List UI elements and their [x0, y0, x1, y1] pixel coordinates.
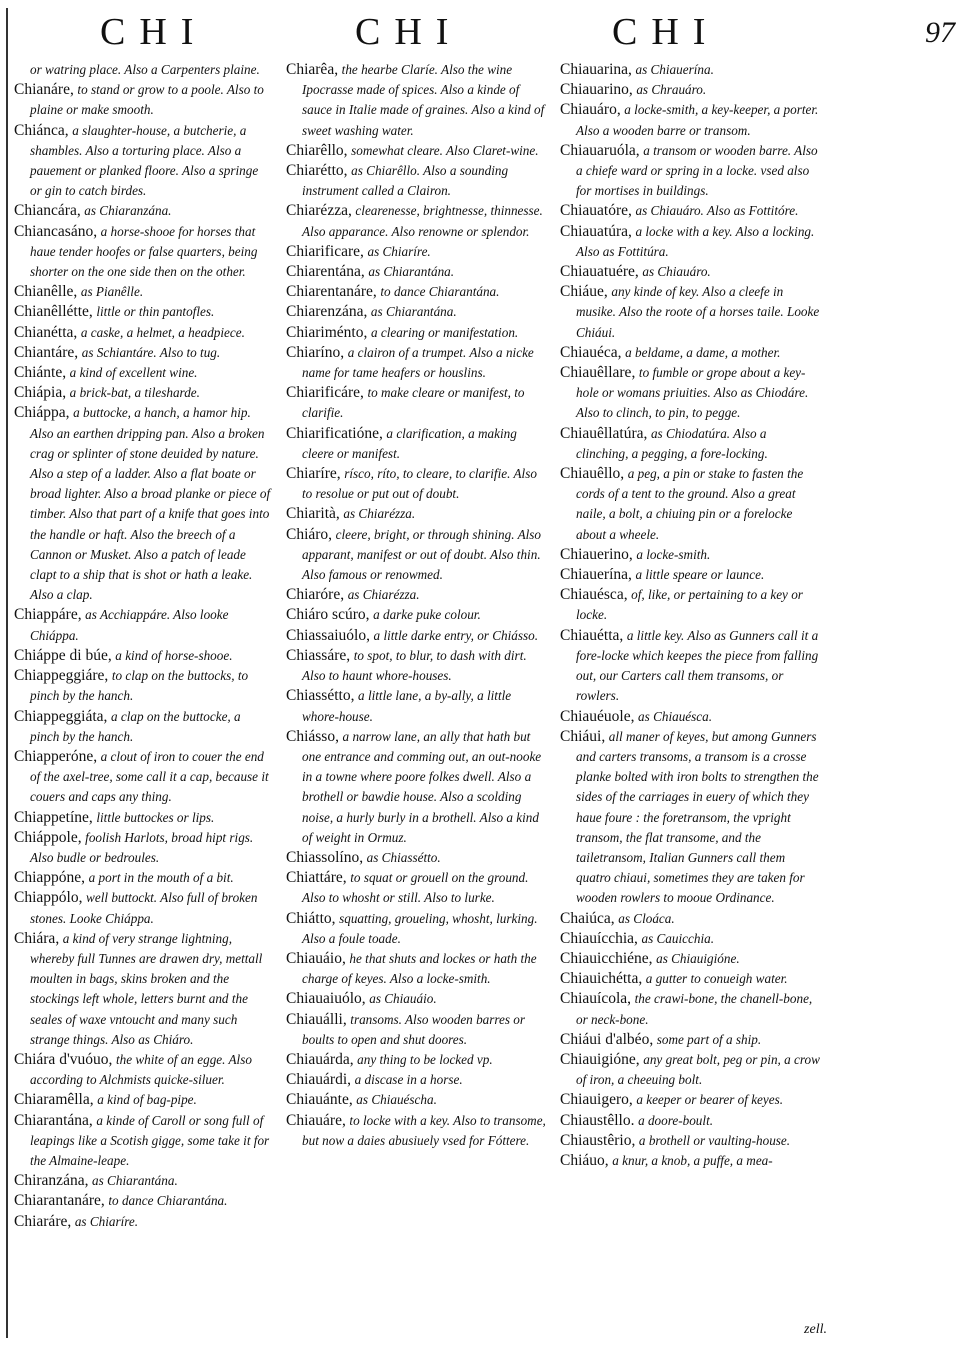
definition: a clout of iron to couer the end of the axel-tree, some call it a cap, because it couers and caps any thing. [30, 748, 269, 805]
dictionary-entry [286, 383, 548, 423]
headword: Chiarificáre, [286, 384, 364, 402]
definition: the crawi-bone, the chanell-bone, or neck-bone. [576, 991, 813, 1027]
headword: Chiranzána, [14, 1172, 89, 1190]
definition: a locke with a key. Also a locking. Also as Fottitúra. [576, 223, 815, 259]
dictionary-entry [560, 343, 820, 363]
dictionary-entry [286, 848, 548, 868]
column-2 [286, 60, 548, 1151]
dictionary-entry [286, 1070, 548, 1090]
definition: a little key. Also as Gunners call it a fore-locke which keepes the piece from falling out, our Carters call them transoms, or rowlers. [576, 627, 819, 704]
definition: a kinde of Caroll or song full of leapings like a Scotish gigge, some take it for the Almaine-leape. [30, 1112, 270, 1168]
headword: Chiarificare, [286, 242, 364, 260]
definition: some part of a ship. [656, 1031, 762, 1047]
definition: a kind of bag-pipe. [97, 1092, 197, 1108]
definition: as Chiauáro. Also as Fottitóre. [635, 203, 799, 219]
definition: transoms. Also wooden barres or boults to open and shut doores. [302, 1011, 526, 1047]
definition: as Chiarézza. [347, 587, 420, 603]
dictionary-entry [14, 1050, 272, 1090]
dictionary-entry [14, 605, 272, 645]
header-center: CHI [355, 11, 463, 53]
dictionary-entry [286, 626, 548, 646]
definition: a narrow lane, an ally that hath but one entrance and comming out, an out-nooke in a towne where poore folkes dwell. Also a brothell or bawdie house. Also a scolding noise, a hurly burly in a brothell. Also a kind of weight in Ormuz. [302, 728, 542, 845]
headword: Chiarétto, [286, 162, 348, 180]
definition: a brothell or vaulting-house. [638, 1132, 791, 1148]
headword: Chiarentána, [286, 263, 365, 281]
dictionary-entry [14, 302, 272, 322]
dictionary-entry [286, 949, 548, 989]
dictionary-entry [560, 1111, 820, 1131]
headword: Chiarantanáre, [14, 1192, 105, 1210]
dictionary-entry [560, 100, 820, 140]
dictionary-entry [286, 323, 548, 343]
column-1 [14, 60, 272, 1232]
headword: Chiarità, [286, 505, 340, 523]
dictionary-entry [14, 383, 272, 403]
definition: as Chiauéscha. [356, 1092, 437, 1108]
headword: Chiauerína, [560, 566, 632, 584]
definition: a little darke entry, or Chiásso. [373, 627, 539, 643]
headword: Chiarêa, [286, 61, 339, 78]
headword: Chiáue, [560, 283, 608, 301]
dictionary-entry [286, 1010, 548, 1050]
definition: the hearbe Claríe. Also the wine Ipocrasse made of spices. Also a kinde of sauce in Italie made of graines. Also a kind of sweet washing water. [302, 62, 545, 138]
definition: to dance Chiarantána. [108, 1193, 228, 1209]
definition: somewhat cleare. Also Claret-wine. [351, 142, 539, 158]
definition: as Chiaríre. [74, 1213, 139, 1229]
definition: a brick-bat, a tilesharde. [69, 385, 200, 401]
definition: as Chiauerína. [635, 62, 714, 77]
definition: a locke-smith. [636, 546, 711, 562]
definition: the white of an egge. Also according to Alchmists quicke-siluer. [30, 1051, 252, 1088]
dictionary-entry [286, 1111, 548, 1151]
dictionary-entry [286, 464, 548, 504]
dictionary-entry [560, 585, 820, 625]
definition: as Chiauáio. [369, 991, 437, 1007]
dictionary-entry [14, 1111, 272, 1172]
headword: Chiariménto, [286, 323, 368, 341]
definition: cleere, bright, or through shining. Also apparant, manifest or out of doubt. Also thin. Also famous or renowmed. [302, 526, 542, 583]
headword: Chiáppa, [14, 404, 70, 422]
definition: a caske, a helmet, a headpiece. [80, 324, 245, 340]
dictionary-entry [286, 727, 548, 848]
dictionary-entry [14, 868, 272, 888]
definition: or watring place. Also a Carpenters plaine. [30, 62, 260, 77]
dictionary-entry [560, 909, 820, 929]
definition: well buttockt. Also full of broken stones. Looke Chiáppa. [30, 890, 258, 926]
definition: any great bolt, peg or pin, a crow of iron, a cheeuing bolt. [576, 1051, 820, 1088]
headword: Chiauálli, [286, 1010, 347, 1028]
dictionary-entry [14, 80, 272, 120]
definition: as Chiarantána. [368, 264, 455, 280]
headword: Chiapperóne, [14, 747, 98, 765]
dictionary-entry [560, 141, 820, 202]
headword: Chiánca, [14, 121, 69, 139]
definition: as Chiodatúra. Also a clinching, a pegging, a fore-locking. [576, 425, 768, 461]
headword: Chiarenzána, [286, 303, 368, 321]
headword: Chiauigióne, [560, 1050, 640, 1068]
headword: Chiaramêlla, [14, 1091, 94, 1109]
dictionary-entry [560, 545, 820, 565]
dictionary-entry [560, 949, 820, 969]
definition: to make cleare or manifest, to clarifie. [302, 385, 525, 421]
definition: a little speare or launce. [635, 567, 765, 583]
headword: Chiarêllo, [286, 141, 348, 159]
dictionary-entry [286, 1050, 548, 1070]
definition: little buttockes or lips. [96, 809, 215, 825]
headword: Chianêllétte, [14, 303, 93, 321]
headword: Chiassáre, [286, 646, 351, 664]
headword: Chiauatúra, [560, 222, 632, 240]
headword: Chiauarina, [560, 61, 632, 78]
dictionary-entry [14, 646, 272, 666]
dictionary-entry [560, 60, 820, 80]
definition: to locke with a key. Also to transome, but now a daies abusiuely vsed for Fóttere. [302, 1112, 546, 1148]
dictionary-entry [14, 808, 272, 828]
dictionary-entry [560, 282, 820, 343]
definition: as Chiarantána. [370, 304, 457, 320]
dictionary-entry [14, 1171, 272, 1191]
definition: a kind of excellent wine. [69, 365, 198, 381]
definition: as Cloáca. [618, 910, 675, 926]
dictionary-entry [560, 363, 820, 424]
headword: Chiáuo, [560, 1151, 609, 1169]
headword: Chiappáre, [14, 606, 82, 624]
definition: as Schiantáre. Also to tug. [81, 344, 221, 360]
headword: Chiauáro, [560, 101, 621, 119]
headword: Chaiúca, [560, 909, 615, 927]
headword: Chiauarino, [560, 81, 633, 99]
headword: Chiauésca, [560, 586, 628, 604]
headword: Chiára d'vuóuo, [14, 1050, 113, 1068]
headword: Chiáppole, [14, 828, 82, 846]
dictionary-entry [286, 343, 548, 383]
definition: as Chiarézza. [343, 506, 416, 522]
dictionary-entry [560, 262, 820, 282]
definition: as Chiaríre. [367, 243, 431, 259]
column-3 [560, 60, 820, 1171]
definition: a gutter to conueigh water. [645, 971, 788, 987]
definition: a doore-boult. [638, 1112, 714, 1128]
definition: a kind of very strange lightning, whereby full Tunnes are drawen dry, mettall moulten in bags, skins broken and the stockings left whole, letters burnt and the seales of waxe vntoucht and many such strange things. Also as Chiáro. [30, 930, 263, 1047]
definition: as Chiassétto. [366, 849, 441, 865]
definition: a clap on the buttocke, a pinch by the hanch. [30, 708, 241, 744]
dictionary-entry [14, 828, 272, 868]
dictionary-entry [286, 141, 548, 161]
headword: Chiauaruóla, [560, 141, 640, 159]
headword: Chiarantána, [14, 1111, 93, 1129]
dictionary-entry [560, 201, 820, 221]
dictionary-entry [560, 464, 820, 545]
headword: Chiáro, [286, 525, 333, 543]
header-left: CHI [100, 11, 208, 53]
dictionary-entry [560, 626, 820, 707]
definition: a beldame, a dame, a mother. [625, 344, 781, 360]
definition: as Chrauáro. [636, 82, 707, 98]
definition: any thing to be locked vp. [357, 1051, 493, 1067]
headword: Chiaustêrio, [560, 1131, 636, 1149]
definition: a knur, a knob, a puffe, a mea- [612, 1152, 773, 1168]
headword: Chiauícola, [560, 990, 632, 1008]
headword: Chiánte, [14, 364, 67, 382]
headword: Chiappólo, [14, 889, 83, 907]
headword: Chiauêllare, [560, 364, 636, 382]
headword: Chiára, [14, 929, 60, 947]
headword: Chiarézza, [286, 202, 352, 220]
dictionary-entry [560, 1090, 820, 1110]
dictionary-entry [14, 1090, 272, 1110]
definition: rísco, ríto, to cleare, to clarifie. Also to resolue or put out of doubt. [302, 466, 537, 502]
definition: of, like, or pertaining to a key or locke. [576, 587, 803, 623]
headword: Chiauicchiéne, [560, 949, 653, 967]
headword: Chiauáio, [286, 949, 346, 967]
dictionary-entry [560, 565, 820, 585]
definition: to dance Chiarantána. [380, 284, 500, 300]
headword: Chiauerino, [560, 545, 633, 563]
dictionary-entry [286, 646, 548, 686]
dictionary-entry [560, 727, 820, 909]
definition: a kind of horse-shooe. [115, 647, 233, 663]
dictionary-entry [286, 585, 548, 605]
dictionary-entry [560, 1131, 820, 1151]
definition: clearenesse, brightnesse, thinnesse. Also apparance. Also renowne or splendor. [302, 203, 543, 239]
definition: a darke puke colour. [373, 607, 481, 623]
dictionary-entry [14, 1191, 272, 1211]
headword: Chiauárda, [286, 1050, 354, 1068]
dictionary-entry [560, 80, 820, 100]
headword: Chiauichétta, [560, 970, 643, 988]
definition: a discase in a horse. [354, 1072, 463, 1088]
headword: Chiauatóre, [560, 202, 632, 220]
headword: Chiaróre, [286, 586, 345, 604]
definition: as Chiarêllo. Also a sounding instrument called a Clairon. [302, 163, 509, 199]
headword: Chiauêllatúra, [560, 424, 648, 442]
definition: as Chiauáro. [642, 264, 711, 280]
headword: Chiancára, [14, 202, 81, 220]
definition: as Chiaranzána. [84, 203, 172, 219]
definition: any kinde of key. Also a cleefe in musike. Also the roote of a horses taile. Looke Chiáui. [576, 284, 820, 340]
definition: foolish Harlots, broad hipt rigs. Also budle or bedroules. [30, 829, 254, 865]
headword: Chiancasáno, [14, 222, 98, 240]
headword: Chiauéuole, [560, 707, 635, 725]
dictionary-entry [14, 707, 272, 747]
dictionary-entry [14, 343, 272, 363]
dictionary-entry [14, 1212, 272, 1232]
dictionary-entry [560, 424, 820, 464]
definition: all maner of keyes, but among Gunners and carters transoms, a transom is a crosse planke bolted with iron bolts to strengthen the sides of the carriages in euery of which they haue foure : the foretransom, the vpright transom, the flat transome, and the tailetransom, Italian Gunners call them quatro chiaui, sometimes they are taken for wooden rowlers to mooue Ordinance. [576, 728, 819, 906]
dictionary-entry [14, 666, 272, 706]
dictionary-entry [286, 302, 548, 322]
dictionary-entry [286, 504, 548, 524]
dictionary-entry [286, 989, 548, 1009]
definition: a locke-smith, a key-keeper, a porter. Also a wooden barre or transom. [576, 102, 819, 138]
definition: squatting, groueling, whosht, lurking. Also a foule toade. [302, 910, 538, 946]
headword: Chiappóne, [14, 869, 86, 887]
dictionary-entry [286, 262, 548, 282]
left-margin-rule [6, 8, 8, 1338]
dictionary-entry [14, 282, 272, 302]
header-right: CHI [612, 11, 720, 53]
headword: Chiassétto, [286, 687, 355, 705]
headword: Chiauigero, [560, 1091, 633, 1109]
definition: to stand or grow to a poole. Also to plaine or make smooth. [30, 82, 264, 118]
dictionary-entry [14, 60, 272, 80]
dictionary-entry [14, 323, 272, 343]
definition: a little lane, a by-ally, a little whore-house. [302, 688, 512, 724]
dictionary-entry [14, 747, 272, 808]
dictionary-entry [560, 969, 820, 989]
definition: as Cauicchia. [641, 930, 715, 946]
catchword: zell. [804, 1322, 827, 1337]
headword: Chiaríno, [286, 343, 345, 361]
dictionary-entry [14, 363, 272, 383]
headword: Chiantáre, [14, 343, 79, 361]
definition: a horse-shooe for horses that haue tender hoofes or false quarters, being shorter on the one side then on the other. [30, 223, 258, 280]
headword: Chiassaiuólo, [286, 626, 370, 644]
headword: Chiarificatióne, [286, 424, 383, 442]
headword: Chiassolíno, [286, 848, 364, 866]
headword: Chiásso, [286, 727, 339, 745]
headword: Chiaráre, [14, 1212, 72, 1230]
headword: Chiauêllo, [560, 465, 625, 483]
headword: Chiauárdi, [286, 1071, 351, 1089]
definition: a clearing or manifestation. [370, 324, 519, 340]
definition: as Acchiappáre. Also looke Chiáppa. [30, 607, 229, 643]
dictionary-entry [560, 1151, 820, 1171]
definition: a slaughter-house, a butcherie, a shambles. Also a torturing place. Also a pauement or planked floore. Also a springe or gin to catch birdes. [30, 122, 259, 199]
definition: to fumble or grope about a key-hole or womans priuities. Also as Chiodáre. Also to clinch, to pin, to pegge. [576, 365, 809, 421]
headword: Chiáui, [560, 727, 606, 745]
headword: Chiauáre, [286, 1111, 346, 1129]
dictionary-entry [286, 242, 548, 262]
headword: Chiappetíne, [14, 808, 93, 826]
dictionary-entry [560, 929, 820, 949]
headword: Chiauícchia, [560, 929, 638, 947]
dictionary-entry [286, 282, 548, 302]
headword: Chiáppe di búe, [14, 646, 112, 664]
dictionary-entry [286, 201, 548, 241]
headword: Chiátto, [286, 909, 336, 927]
definition: a buttocke, a hanch, a hamor hip. Also an earthen dripping pan. Also a broken crag or splinter of stone deuided by nature. Also a step of a ladder. Also a flat boate or broad lighter. Also a broad planke or piece of timber. Also that part of a knife that goes into the handle or haft. Also the breech of a Cannon or Musket. Also a patch of leade clapt to a ship that is shot or hath a leake. Also a clap. [30, 405, 271, 603]
definition: as Chiarantána. [92, 1173, 178, 1189]
definition: as Chiauésca. [638, 708, 713, 724]
dictionary-entry [560, 707, 820, 727]
definition: a keeper or bearer of keyes. [636, 1092, 784, 1108]
headword: Chiauatuére, [560, 263, 639, 281]
definition: to spot, to blur, to dash with dirt. Also to haunt whore-houses. [302, 647, 527, 684]
definition: as Pianêlle. [80, 284, 144, 300]
dictionary-entry [286, 605, 548, 625]
headword: Chiápia, [14, 384, 67, 402]
dictionary-entry [286, 1090, 548, 1110]
dictionary-entry [560, 989, 820, 1029]
definition: he that shuts and lockes or hath the charge of keyes. Also a locke-smith. [302, 950, 537, 987]
headword: Chiattáre, [286, 869, 347, 887]
page-number: 97 [925, 16, 955, 49]
definition: to squat or grouell on the ground. Also to whosht or still. Also to lurke. [302, 870, 529, 906]
headword: Chiauaiuólo, [286, 990, 366, 1008]
dictionary-entry [286, 686, 548, 726]
headword: Chiáro scúro, [286, 606, 370, 624]
headword: Chianáre, [14, 81, 74, 99]
definition: a port in the mouth of a bit. [88, 870, 234, 886]
definition: to clap on the buttocks, to pinch by the hanch. [30, 668, 249, 704]
headword: Chianêlle, [14, 283, 78, 301]
dictionary-entry [14, 222, 272, 283]
dictionary-entry [286, 60, 548, 141]
definition: a clairon of a trumpet. Also a nicke name for tame heafers or houslins. [302, 344, 534, 381]
dictionary-entry [560, 1050, 820, 1090]
dictionary-entry [286, 424, 548, 464]
definition: a transom or wooden barre. Also a chiefe ward or spring in a locke. vsed also for mortises in buildings. [576, 142, 818, 199]
headword: Chiaríre, [286, 465, 341, 483]
headword: Chiauétta, [560, 626, 624, 644]
headword: Chianétta, [14, 323, 78, 341]
dictionary-entry [560, 1030, 820, 1050]
dictionary-entry [14, 201, 272, 221]
headword: Chiarentanáre, [286, 283, 377, 301]
dictionary-entry [14, 403, 272, 605]
dictionary-entry [286, 161, 548, 201]
headword: Chiauánte, [286, 1091, 353, 1109]
dictionary-entry [14, 888, 272, 928]
definition: little or thin pantofles. [96, 304, 215, 320]
headword: Chiappeggiáre, [14, 667, 109, 685]
dictionary-entry [14, 929, 272, 1050]
dictionary-entry [286, 868, 548, 908]
definition: a clarification, a making cleere or manifest. [302, 425, 517, 461]
dictionary-entry [560, 222, 820, 262]
headword: Chiáui d'albéo, [560, 1030, 654, 1048]
headword: Chiaustêllo. [560, 1111, 635, 1129]
running-header [0, 10, 967, 56]
dictionary-entry [286, 525, 548, 586]
headword: Chiappeggiáta, [14, 707, 108, 725]
dictionary-entry [286, 909, 548, 949]
definition: as Chiauigióne. [656, 950, 740, 966]
dictionary-entry [14, 121, 272, 202]
definition: a peg, a pin or stake to fasten the cords of a tent to the ground. Also a great naile, a bolt, a chiuing pin or a forelocke about a wheele. [576, 466, 804, 542]
headword: Chiauéca, [560, 343, 622, 361]
